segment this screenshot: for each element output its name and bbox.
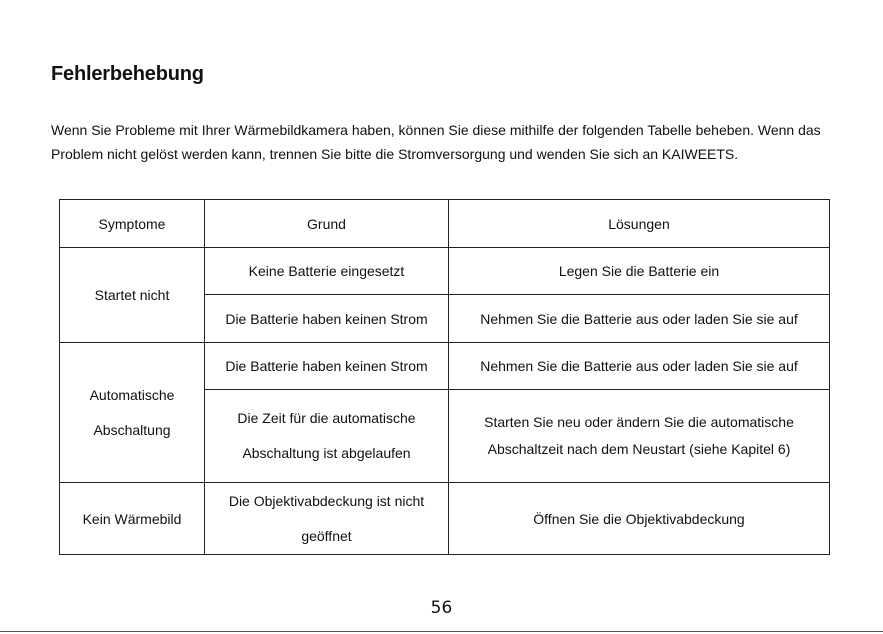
solution-cell: Starten Sie neu oder ändern Sie die automatische Abschaltzeit nach dem Neustart (siehe Kapitel 6) (449, 390, 830, 483)
symptom-cell: Kein Wärmebild (60, 483, 205, 555)
symptom-cell: Startet nicht (60, 248, 205, 343)
table-header-row (60, 200, 830, 248)
header-symptoms: Symptome (60, 200, 205, 248)
header-solutions: Lösungen (449, 200, 830, 248)
solution-cell: Nehmen Sie die Batterie aus oder laden Sie sie auf (449, 295, 830, 343)
solution-cell: Öffnen Sie die Objektivabdeckung (449, 483, 830, 555)
footer-divider (0, 631, 883, 632)
solution-cell: Nehmen Sie die Batterie aus oder laden Sie sie auf (449, 343, 830, 390)
reason-cell: Die Batterie haben keinen Strom (205, 343, 449, 390)
table-row (60, 248, 830, 295)
reason-cell: Keine Batterie eingesetzt (205, 248, 449, 295)
page-title: Fehlerbehebung (51, 63, 204, 86)
symptom-cell: Automatische Abschaltung (60, 343, 205, 483)
solution-cell: Legen Sie die Batterie ein (449, 248, 830, 295)
intro-paragraph: Wenn Sie Probleme mit Ihrer Wärmebildkamera haben, können Sie diese mithilfe der folgenden Tabelle beheben. Wenn das Problem nicht gelöst werden kann, trennen Sie bitte die Stromversorgung und wenden Sie sich an KAIWEETS. (51, 122, 821, 162)
reason-cell: Die Objektivabdeckung ist nicht geöffnet (205, 483, 449, 555)
table-row (60, 343, 830, 390)
reason-cell: Die Batterie haben keinen Strom (205, 295, 449, 343)
table-row (60, 483, 830, 555)
header-reason: Grund (205, 200, 449, 248)
reason-cell: Die Zeit für die automatische Abschaltung ist abgelaufen (205, 390, 449, 483)
troubleshooting-table (59, 199, 830, 555)
page-number: 56 (430, 598, 453, 618)
